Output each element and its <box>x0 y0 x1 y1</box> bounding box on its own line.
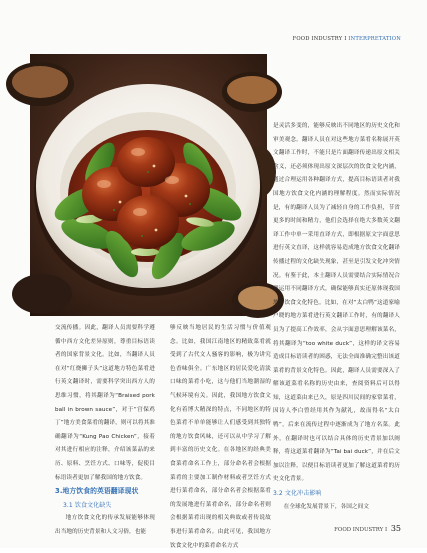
article-column-middle <box>170 322 271 549</box>
left-column-paragraph-2: 地方饮食文化的传承发展能够体现出当地的历史背景和人文习俗，也能 <box>55 515 155 535</box>
footer-magazine-name: FOOD INDUSTRY <box>334 527 384 533</box>
article-column-left <box>55 322 155 535</box>
braised-meatballs-image <box>30 54 267 316</box>
page-number: 35 <box>390 524 401 533</box>
middle-column-paragraph: 够反映当地居民的生活习惯与价值观念。比如，我国江南地区的精致菜肴就受到了古代文人骚客的影响，极为讲究色香味俱全。广东地区的居民爱吃清淡口味的菜肴小吃，这与他们当地潮湿的气候环境有关。因此，我国地方饮食文化有着博大精深的特点，不同地区的特色菜肴不单单能够让人们感受到其独特的地方饮食风味，还可以从中学习了解到丰富的历史文化。在各地区的经典美食菜肴命名工作上，部分命名者会根据菜肴的主要加工制作材料或者烹饪方式进行菜肴命名，部分命名者会根据菜肴的发展地进行菜肴命名，部分命名者则会根据菜肴出现的相关典故或者传说故事进行菜肴命名。由此可见，我国地方饮食文化中的菜肴命名方式 <box>170 325 271 549</box>
section-heading-3-2: 3.2 文化冲击影响 <box>273 490 322 498</box>
right-column-paragraph-1: 是灵活多变的，能够反映出不同地区的历史文化和审美观念。翻译人员在对这些地方菜肴名称展开英文翻译工作时，不能只是片面翻译传递出原文相关含义，还必须体现出原文深层次的饮食文化内涵，通过合理运用各种翻译方式，提高目标语读者对我国地方饮食文化内涵的理解程度。然而实际情况是，有的翻译人员为了减轻自身的工作负担，节省更多的时间和精力，他们会选择在绝大多数英文翻译工作中单一采用直译方式，即根据原文字面意思进行英文直译，这样就容易造成地方饮食文化翻译传播过程的文化缺失现象，甚至是引发文化冲突情况。有鉴于此，本土翻译人员需要结合实际情况合理运用不同翻译方式，确保能够真实还原体现我国地方饮食文化特色。比如，在对“太白鸭”这道家喻户晓的地方菜肴进行英文翻译工作时，有的翻译人员为了提高工作效率，会从字面意思理解该菜名，将其翻译为“too white duck”，这样的译文容易造成目标语读者的困惑，无法全面准确完整出该道菜肴的背景文化特色。因此，翻译人员需要深入了解该道菜肴名称的历史由来，查阅资料后可以得知，这道菜由来已久，原是四川民间的家常菜肴，因诗人李白曾经用其作为献礼，故而得名“太白鸭”，后来在流传过程中逐渐成为了地方名菜。此外，在翻译时也可以结合具体的历史背景加以阐释，将这道菜肴翻译为“Tai bai duck”，并在后文加以注释，以便目标语读者更加了解这道菜肴的历史文化背景。 <box>273 123 400 483</box>
section-heading-3: 3.地方饮食的英语翻译现状 <box>55 487 139 496</box>
header-section-name: INTERPRETATION <box>348 36 401 42</box>
header-separator: I <box>344 36 347 42</box>
running-header <box>293 36 401 42</box>
header-magazine-name: FOOD INDUSTRY <box>292 36 343 42</box>
article-column-right <box>273 120 400 520</box>
food-photo <box>30 54 267 316</box>
right-column-paragraph-2: 在全球化发展背景下，各国之间文 <box>283 503 370 510</box>
page-footer <box>334 524 401 533</box>
footer-separator: I <box>384 527 388 533</box>
section-heading-3-1: 3.1 饮食文化缺失 <box>63 501 112 509</box>
left-column-paragraph-1: 交流传播。因此，翻译人员需要科学遵循中西方文化差异原则，尊重目标语读者的国家背景文化。比如，当翻译人员在对“红烧狮子头”这道地方特色菜肴进行英文翻译时，需要科学突出西方人的思维习惯，将其翻译为“Braised pork ball in brown sauce”，对于“宫保鸡丁”地方美食菜肴的翻译，则可以将其准确翻译为“Kung Pao Chicken”，接着对其进行相应的注释，介绍该菜品的来历、原料、烹饪方式、口味等，促使目标语读者更加了解我国的地方饮食。 <box>55 325 155 481</box>
